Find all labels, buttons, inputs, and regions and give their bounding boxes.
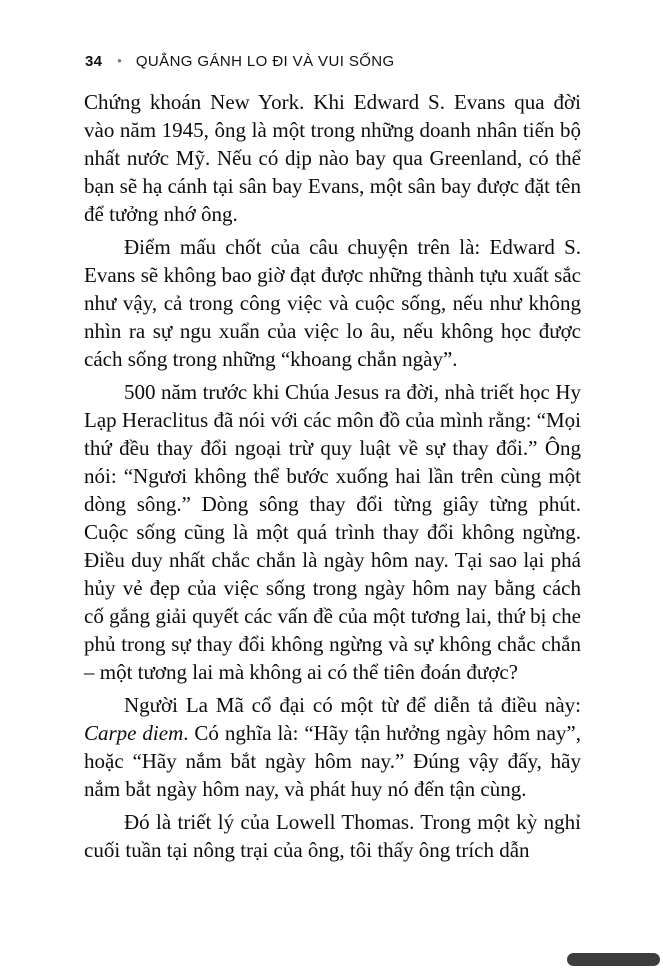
text-run: . Có nghĩa là: “Hãy tận hưởng ngày hôm nay”, hoặc “Hãy nắm bắt ngày hôm nay.” Đúng vậy đấy, hãy nắm bắt ngày hôm nay, và phát huy nó đến tận cùng.	[84, 721, 581, 801]
text-run: 500 năm trước khi Chúa Jesus ra đời, nhà triết học Hy Lạp Heraclitus đã nói với các môn đồ của mình rằng: “Mọi thứ đều thay đổi ngoại trừ quy luật về sự thay đổi.” Ông nói: “Ngươi không thể bước xuống hai lần trên cùng một dòng sông.” Dòng sông thay đổi từng giây từng phút. Cuộc sống cũng là một quá trình thay đổi không ngừng. Điều duy nhất chắc chắn là ngày hôm nay. Tại sao lại phá hủy vẻ đẹp của việc sống trong ngày hôm nay bằng cách cố gắng giải quyết các vấn đề của một tương lai, thứ bị che phủ trong sự thay đổi không ngừng và sự không chắc chắn – một tương lai mà không ai có thể tiên đoán được?	[84, 380, 581, 684]
body-paragraph	[84, 691, 581, 803]
page-body	[84, 88, 581, 869]
horizontal-scrollbar-thumb[interactable]	[567, 953, 660, 966]
italic-phrase: Carpe diem	[84, 721, 184, 745]
body-paragraph	[84, 88, 581, 228]
text-run: Người La Mã cổ đại có một từ để diễn tả điều này:	[124, 693, 581, 717]
text-run: Chứng khoán New York. Khi Edward S. Evans qua đời vào năm 1945, ông là một trong những doanh nhân tiến bộ nhất nước Mỹ. Nếu có dịp nào bay qua Greenland, có thể bạn sẽ hạ cánh tại sân bay Evans, một sân bay được đặt tên để tưởng nhớ ông.	[84, 90, 581, 226]
page-number: 34	[85, 53, 103, 70]
running-title: QUẲNG GÁNH LO ĐI VÀ VUI SỐNG	[135, 53, 395, 70]
body-paragraph	[84, 233, 581, 373]
text-run: Điểm mấu chốt của câu chuyện trên là: Edward S. Evans sẽ không bao giờ đạt được những thành tựu xuất sắc như vậy, cả trong công việc và cuộc sống, nếu như không nhìn ra sự ngu xuẩn của việc lo âu, nếu không học được cách sống trong những “khoang chắn ngày”.	[84, 235, 581, 371]
body-paragraph	[84, 808, 581, 864]
page-header	[85, 53, 603, 71]
body-paragraph	[84, 378, 581, 686]
text-run: Đó là triết lý của Lowell Thomas. Trong một kỳ nghỉ cuối tuần tại nông trại của ông, tôi thấy ông trích dẫn	[84, 810, 581, 862]
bullet-separator-icon: •	[117, 53, 122, 68]
